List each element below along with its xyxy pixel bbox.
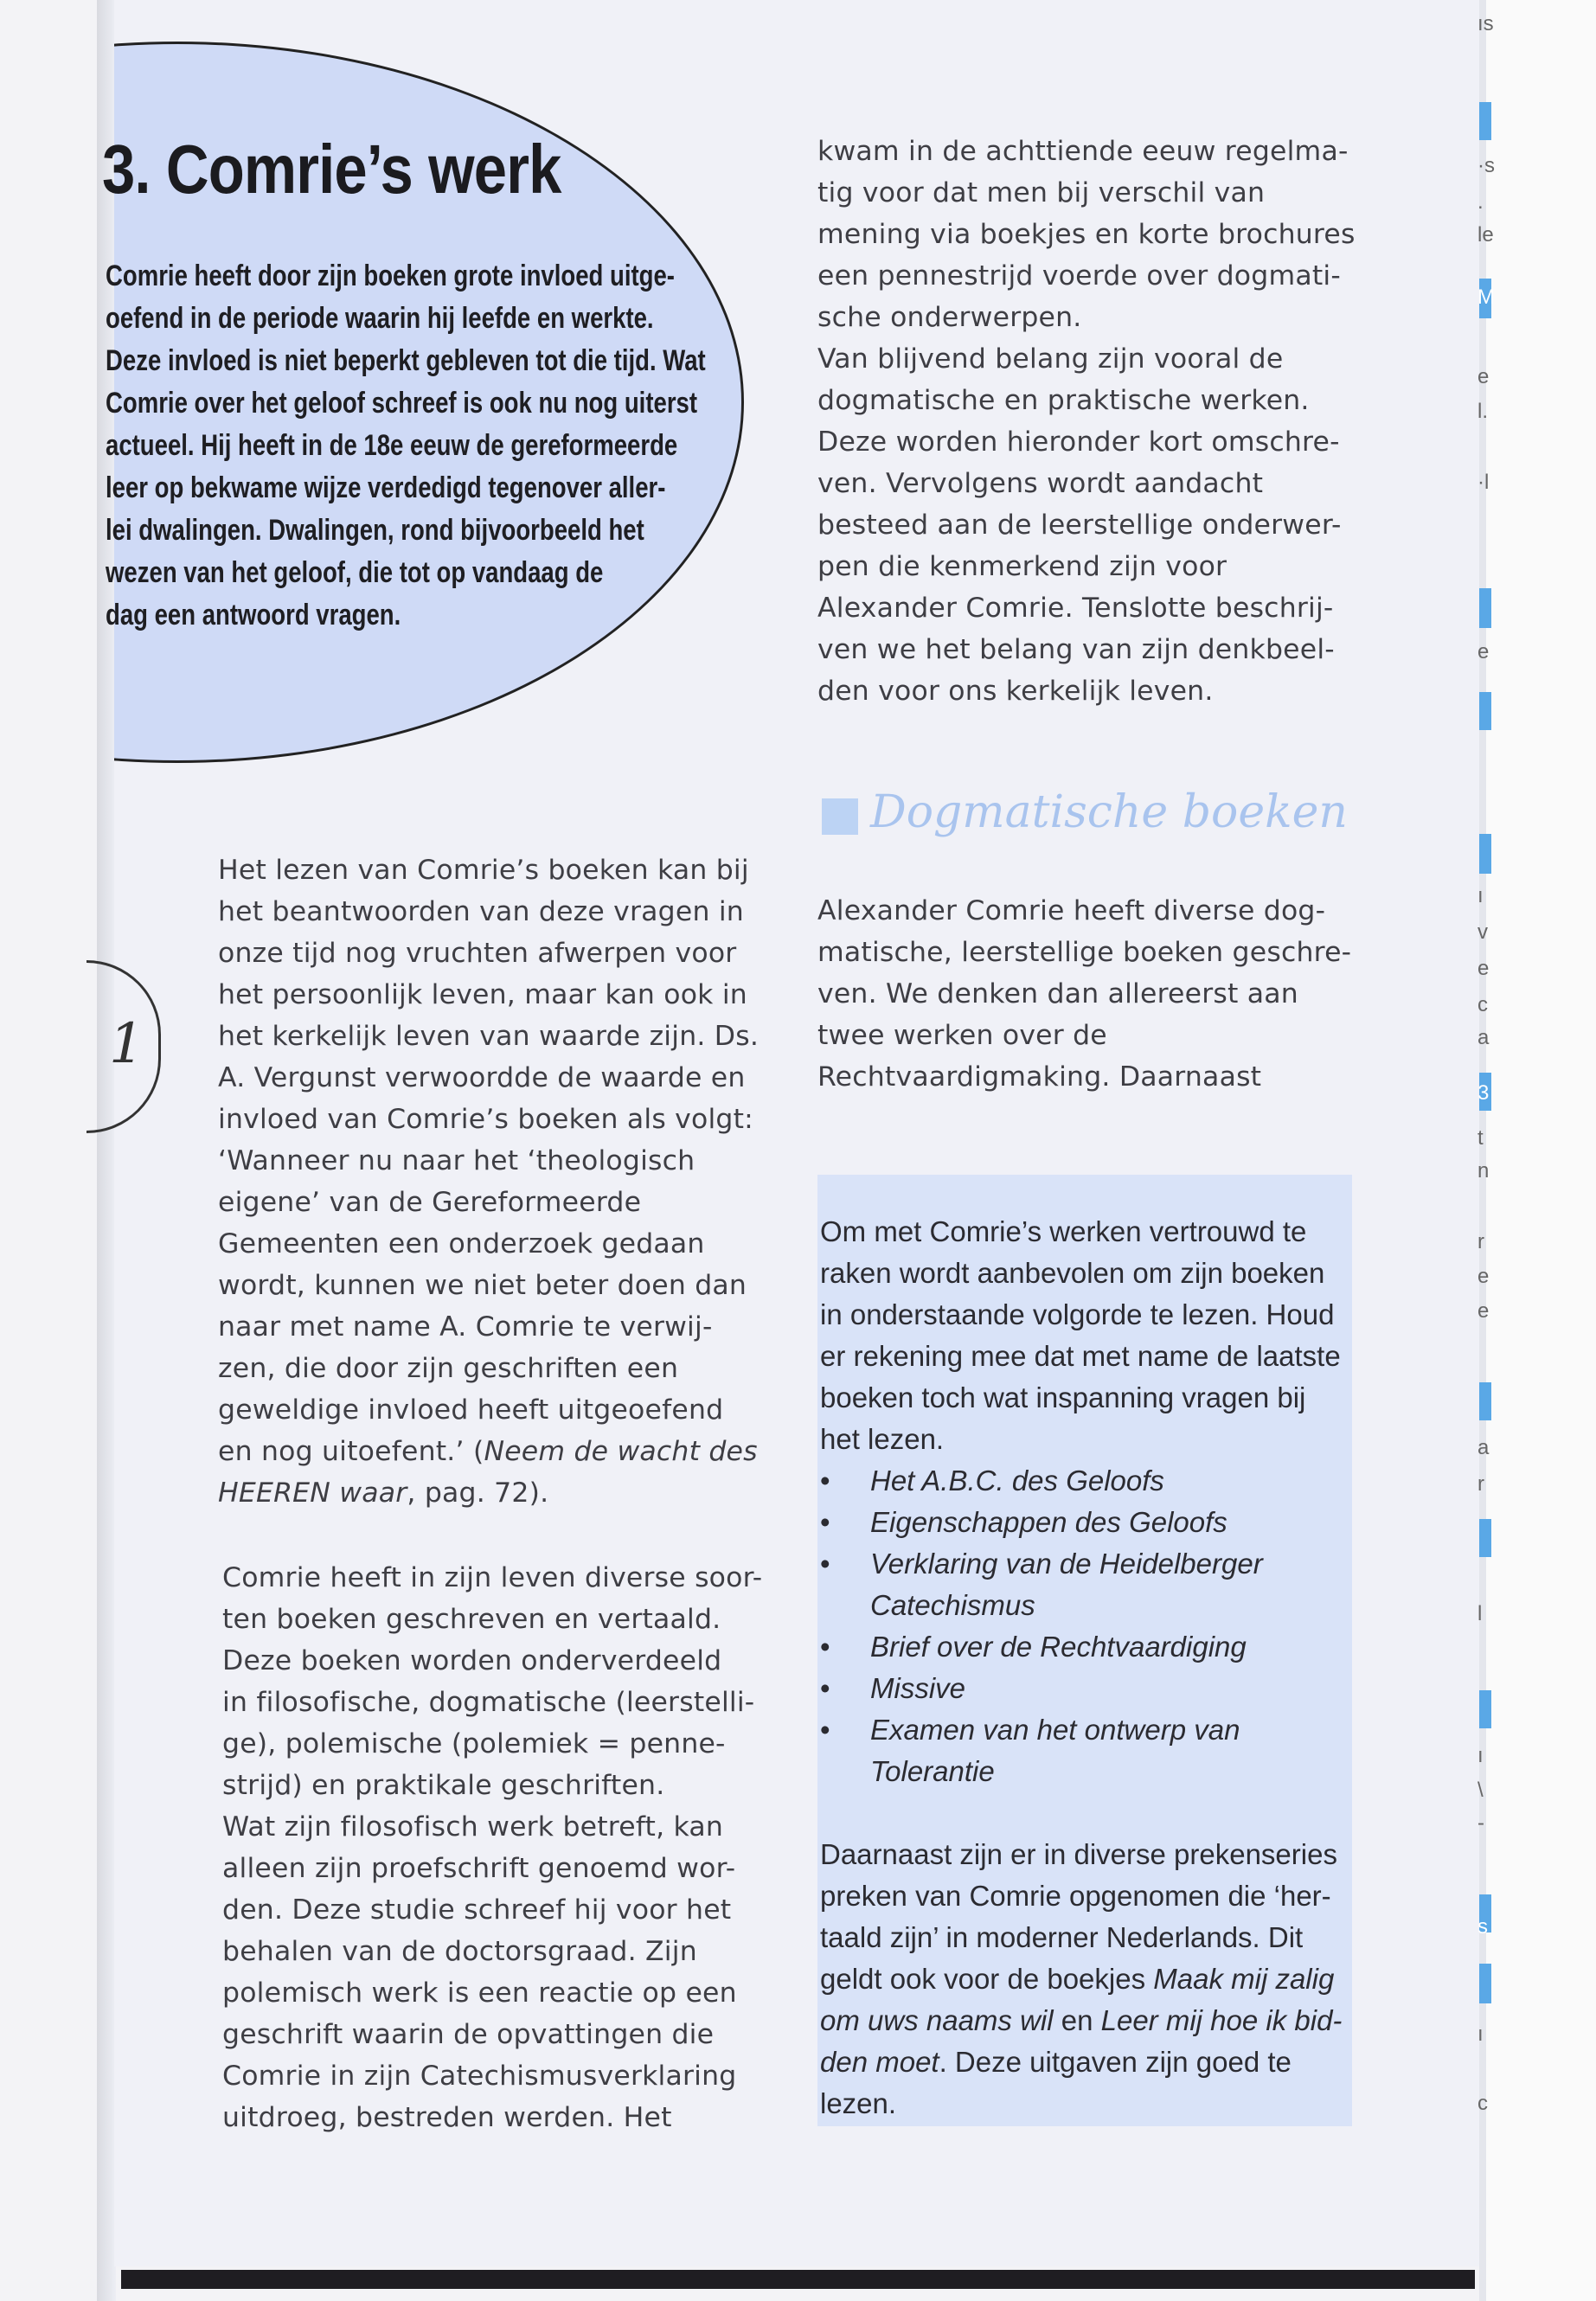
text-line: Wat zijn filosofisch werk betreft, kan xyxy=(222,1811,724,1843)
text-line: geweldige invloed heeft uitgeoefend xyxy=(218,1394,724,1426)
text-line: kwam in de achttiende eeuw regelma- xyxy=(817,136,1349,167)
text-line: boeken toch wat inspanning vragen bij xyxy=(820,1381,1306,1413)
text-line: invloed van Comrie’s boeken als volgt: xyxy=(218,1104,753,1135)
text-line: dogmatische en praktische werken. xyxy=(817,385,1310,416)
list-item xyxy=(820,1502,1342,1543)
text-line: ven. Vervolgens wordt aandacht xyxy=(817,468,1264,499)
book-list xyxy=(820,1460,1342,1792)
edge-text-fragment: c xyxy=(1477,2092,1488,2115)
text-line: Comrie heeft in zijn leven diverse soor- xyxy=(222,1562,763,1593)
intro-line: leer op bekwame wijze verdedigd tegenover aller- xyxy=(106,471,666,504)
text-line: ge), polemische (polemiek = penne- xyxy=(222,1728,726,1759)
edge-text-fragment: M xyxy=(1477,285,1495,309)
edge-text-fragment: e xyxy=(1477,365,1490,388)
edge-text-fragment: - xyxy=(1477,1811,1484,1835)
edge-tab-mark xyxy=(1479,1519,1491,1557)
edge-text-fragment: . xyxy=(1477,190,1484,214)
edge-text-fragment: 3 xyxy=(1477,1081,1490,1105)
left-column-paragraph-1 xyxy=(218,849,759,1514)
text-line: strijd) en praktikale geschriften. xyxy=(222,1770,665,1801)
text-line: Van blijvend belang zijn vooral de xyxy=(817,343,1284,375)
edge-text-fragment: r xyxy=(1477,1230,1484,1253)
book-title: • Verklaring van de Heidelberger xyxy=(870,1548,1263,1580)
text-line: Alexander Comrie heeft diverse dog- xyxy=(817,895,1326,926)
text-segment: geldt ook voor de boekjes xyxy=(820,1963,1154,1995)
book-title-reference: Maak mij zalig xyxy=(1153,1963,1335,1995)
edge-text-fragment: ı xyxy=(1477,1744,1484,1767)
book-title-reference: Neem de wacht des xyxy=(484,1436,758,1467)
text-line xyxy=(218,1472,759,1514)
text-line: een pennestrijd voerde over dogmati- xyxy=(817,260,1341,292)
list-item xyxy=(820,1668,1342,1709)
book-title: • Missive xyxy=(870,1672,966,1704)
text-line: mening via boekjes en korte brochures xyxy=(817,219,1356,250)
edge-text-fragment: ı xyxy=(1477,884,1484,907)
book-title: • Het A.B.C. des Geloofs xyxy=(870,1465,1164,1497)
text-line: Alexander Comrie. Tenslotte beschrij- xyxy=(817,593,1334,624)
list-item xyxy=(820,1626,1342,1668)
text-line: Deze worden hieronder kort omschre- xyxy=(817,426,1340,458)
book-title: • Brief over de Rechtvaardiging xyxy=(870,1631,1247,1663)
book-title-reference: den moet xyxy=(820,2046,939,2078)
reading-order-text xyxy=(820,1211,1342,2125)
book-title-reference: HEEREN waar xyxy=(218,1477,407,1509)
text-line: het lezen. xyxy=(820,1423,945,1455)
text-line: eigene’ van de Gereformeerde xyxy=(218,1187,642,1218)
intro-line: wezen van het geloof, die tot op vandaag de xyxy=(106,556,604,589)
text-line: in onderstaande volgorde te lezen. Houd xyxy=(820,1298,1335,1330)
book-title-reference: om uws naams wil xyxy=(820,2004,1054,2036)
edge-text-fragment: \ xyxy=(1477,1779,1484,1802)
text-line: taald zijn’ in moderner Nederlands. Dit xyxy=(820,1921,1304,1953)
edge-text-fragment: ıs xyxy=(1477,12,1494,35)
edge-tab-mark xyxy=(1479,1964,1491,2003)
edge-text-fragment: s xyxy=(1477,1915,1488,1939)
text-line: lezen. xyxy=(820,2087,897,2119)
edge-text-fragment: l. xyxy=(1477,400,1488,423)
intro-text xyxy=(106,255,708,637)
text-line: het kerkelijk leven van waarde zijn. Ds. xyxy=(218,1021,760,1052)
edge-text-fragment: e xyxy=(1477,640,1490,663)
intro-line: Comrie heeft door zijn boeken grote invloed uitge- xyxy=(106,260,675,292)
text-line: Daarnaast zijn er in diverse prekenseries xyxy=(820,1838,1337,1870)
text-line: preken van Comrie opgenomen die ‘her- xyxy=(820,1880,1331,1912)
text-line: het beantwoorden van deze vragen in xyxy=(218,896,744,927)
text-line: alleen zijn proefschrift genoemd wor- xyxy=(222,1853,736,1884)
text-line: ven we het belang van zijn denkbeel- xyxy=(817,634,1335,665)
edge-tab-mark xyxy=(1479,1382,1491,1420)
text-line: raken wordt aanbevolen om zijn boeken xyxy=(820,1257,1325,1289)
right-column-paragraph-1 xyxy=(817,131,1356,712)
edge-text-fragment: l xyxy=(1477,1602,1483,1625)
intro-line: oefend in de periode waarin hij leefde en werkte. xyxy=(106,302,654,335)
text-line: sche onderwerpen. xyxy=(817,302,1082,333)
edge-text-fragment: v xyxy=(1477,920,1488,944)
section-heading-label: Dogmatische boeken xyxy=(870,786,1348,838)
edge-text-fragment: e xyxy=(1477,957,1490,980)
right-column-paragraph-2 xyxy=(817,890,1351,1098)
book-title: • Eigenschappen des Geloofs xyxy=(870,1506,1227,1538)
book-title: • Examen van het ontwerp van xyxy=(870,1714,1240,1746)
edge-text-fragment: a xyxy=(1477,1026,1490,1049)
spacer xyxy=(820,1792,1342,1834)
text-segment: . Deze uitgaven zijn goed te xyxy=(939,2046,1292,2078)
text-line: wordt, kunnen we niet beter doen dan xyxy=(218,1270,747,1301)
text-line: Gemeenten een onderzoek gedaan xyxy=(218,1228,705,1259)
book-title: Catechismus xyxy=(870,1589,1035,1621)
text-line: Het lezen van Comrie’s boeken kan bij xyxy=(218,855,749,886)
text-line: in filosofische, dogmatische (leerstelli- xyxy=(222,1687,755,1718)
edge-text-fragment: c xyxy=(1477,993,1488,1016)
text-line: Rechtvaardigmaking. Daarnaast xyxy=(817,1061,1262,1093)
heading-square-icon xyxy=(822,798,858,835)
text-segment: en nog uitoefent.’ ( xyxy=(218,1436,484,1467)
text-line: polemisch werk is een reactie op een xyxy=(222,1977,737,2009)
text-line xyxy=(820,1958,1342,2000)
text-line: geschrift waarin de opvattingen die xyxy=(222,2019,715,2050)
text-segment: en xyxy=(1053,2004,1101,2036)
edge-text-fragment: a xyxy=(1477,1436,1490,1459)
intro-line: Comrie over het geloof schreef is ook nu nog uiterst xyxy=(106,387,698,420)
text-line: naar met name A. Comrie te verwij- xyxy=(218,1311,713,1343)
list-item xyxy=(820,1709,1342,1792)
text-line: ven. We denken dan allereerst aan xyxy=(817,978,1298,1009)
edge-text-fragment: t xyxy=(1477,1126,1484,1150)
page-bottom-edge xyxy=(121,2270,1475,2289)
edge-text-fragment: ·s xyxy=(1477,154,1495,177)
text-line: pen die kenmerkend zijn voor xyxy=(817,551,1227,582)
margin-digit: 1 xyxy=(109,1012,144,1076)
text-line xyxy=(820,2000,1342,2041)
edge-text-fragment: ·l xyxy=(1477,471,1490,494)
text-line: ‘Wanneer nu naar het ‘theologisch xyxy=(218,1145,695,1176)
book-title: Tolerantie xyxy=(870,1755,995,1787)
text-line: twee werken over de xyxy=(817,1020,1107,1051)
edge-text-fragment: ı xyxy=(1477,2022,1484,2046)
book-title-reference: Leer mij hoe ik bid- xyxy=(1100,2004,1343,2036)
text-line: er rekening mee dat met name de laatste xyxy=(820,1340,1341,1372)
text-line: ten boeken geschreven en vertaald. xyxy=(222,1604,721,1635)
chapter-title: 3. Comrie’s werk xyxy=(102,131,561,208)
edge-text-fragment: r xyxy=(1477,1472,1484,1496)
text-line: Deze boeken worden onderverdeeld xyxy=(222,1645,722,1676)
text-line: den. Deze studie schreef hij voor het xyxy=(222,1894,732,1926)
edge-text-fragment: le xyxy=(1477,223,1494,247)
text-line: Comrie in zijn Catechismusverklaring xyxy=(222,2061,737,2092)
edge-tab-mark xyxy=(1479,102,1491,140)
text-segment: , pag. 72). xyxy=(407,1477,549,1509)
text-line: den voor ons kerkelijk leven. xyxy=(817,676,1214,707)
list-item xyxy=(820,1543,1342,1626)
text-line: A. Vergunst verwoordde de waarde en xyxy=(218,1062,746,1093)
intro-line: dag een antwoord vragen. xyxy=(106,599,401,631)
text-line: besteed aan de leerstellige onderwer- xyxy=(817,510,1342,541)
text-line: Om met Comrie’s werken vertrouwd te xyxy=(820,1215,1307,1247)
text-line: tig voor dat men bij verschil van xyxy=(817,177,1266,208)
list-item xyxy=(820,1460,1342,1502)
text-line: onze tijd nog vruchten afwerpen voor xyxy=(218,938,737,969)
edge-tab-mark xyxy=(1479,588,1491,628)
intro-line: actueel. Hij heeft in de 18e eeuw de gereformeerde xyxy=(106,429,678,462)
edge-text-fragment: e xyxy=(1477,1299,1490,1323)
text-line: matische, leerstellige boeken geschre- xyxy=(817,937,1352,968)
text-line xyxy=(820,2041,1342,2083)
text-line: behalen van de doctorsgraad. Zijn xyxy=(222,1936,697,1967)
left-column-paragraph-2 xyxy=(222,1557,762,2138)
text-line: zen, die door zijn geschriften een xyxy=(218,1353,679,1384)
text-line: uitdroeg, bestreden werden. Het xyxy=(222,2102,672,2133)
edge-text-fragment: e xyxy=(1477,1265,1490,1288)
intro-line: lei dwalingen. Dwalingen, rond bijvoorbeeld het xyxy=(106,514,644,547)
edge-tab-mark xyxy=(1479,692,1491,730)
edge-text-fragment: n xyxy=(1477,1159,1490,1183)
edge-tab-mark xyxy=(1479,1690,1491,1728)
edge-tab-mark xyxy=(1479,834,1491,874)
page-spine xyxy=(1479,0,1486,2301)
intro-line: Deze invloed is niet beperkt gebleven tot die tijd. Wat xyxy=(106,344,706,377)
next-page-edge xyxy=(1479,0,1596,2301)
text-line: het persoonlijk leven, maar kan ook in xyxy=(218,979,747,1010)
text-line xyxy=(218,1431,759,1472)
